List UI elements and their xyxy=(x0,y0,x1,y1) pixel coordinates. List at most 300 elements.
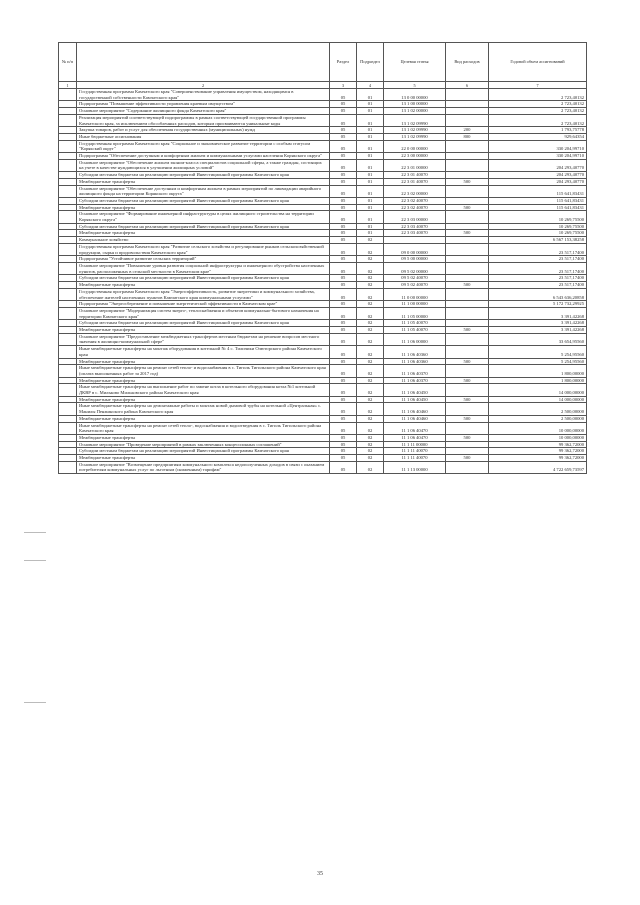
row-expense-type-cell xyxy=(446,441,489,448)
row-target-article-cell: 13 0 00 00000 xyxy=(384,89,446,101)
table-row xyxy=(59,396,587,403)
row-target-article-cell: 11 1 06 40370 xyxy=(384,377,446,384)
row-amount-cell: 2 500,00000 xyxy=(489,415,587,422)
row-razdel-cell: 05 xyxy=(330,197,357,204)
column-number: 5 xyxy=(384,82,446,89)
table-row xyxy=(59,301,587,308)
row-podrazdel-cell: 02 xyxy=(357,448,384,455)
table-row xyxy=(59,403,587,415)
row-razdel-cell: 05 xyxy=(330,114,357,126)
row-podrazdel-cell: 02 xyxy=(357,346,384,358)
row-name-cell: Межбюджетные трансферты xyxy=(77,434,330,441)
row-number-cell xyxy=(59,140,77,152)
row-amount-cell: 2 723,40132 xyxy=(489,101,587,108)
table-row xyxy=(59,307,587,319)
row-podrazdel-cell: 02 xyxy=(357,384,384,396)
row-razdel-cell: 05 xyxy=(330,377,357,384)
row-expense-type-cell xyxy=(446,243,489,255)
row-podrazdel-cell: 01 xyxy=(357,223,384,230)
row-amount-cell: 23 517,17400 xyxy=(489,256,587,263)
row-number-cell xyxy=(59,461,77,473)
row-target-article-cell: 11 1 06 40460 xyxy=(384,403,446,415)
row-amount-cell: 5 172 732,29925 xyxy=(489,301,587,308)
row-name-cell: Закупка товаров, работ и услуг для обеспечения государственных (муниципальных) нужд xyxy=(77,127,330,134)
row-amount-cell: 23 517,17400 xyxy=(489,275,587,282)
row-expense-type-cell xyxy=(446,448,489,455)
row-expense-type-cell xyxy=(446,384,489,396)
row-name-cell: Субсидии местным бюджетам на реализацию мероприятий Инвестиционной программы Камчатского края xyxy=(77,320,330,327)
table-row xyxy=(59,89,587,101)
row-amount-cell: 10 000,00000 xyxy=(489,434,587,441)
row-name-cell: Иные межбюджетные трансферты на ремонт сетей тепло- и водоснабжения в с. Тигиль Тигильского района Камчатского края (оплата выполненных работ за 2017 год) xyxy=(77,365,330,377)
row-razdel-cell: 05 xyxy=(330,230,357,237)
row-podrazdel-cell: 02 xyxy=(357,396,384,403)
row-name-cell: Государственная программа Камчатского края "Совершенствование управления имуществом, находящимся в государственной собственности Камчатского края" xyxy=(77,89,330,101)
row-expense-type-cell xyxy=(446,262,489,274)
row-target-article-cell: 11 1 13 00000 xyxy=(384,461,446,473)
table-row xyxy=(59,327,587,334)
row-target-article-cell: 11 1 06 40470 xyxy=(384,434,446,441)
row-number-cell xyxy=(59,384,77,396)
row-name-cell: Государственная программа Камчатского края "Энергоэффективность, развитие энергетики и коммунального хозяйства, обеспечение жителей населенных пунктов Камчатского края коммунальными услугами" xyxy=(77,288,330,300)
row-expense-type-cell: 500 xyxy=(446,327,489,334)
row-expense-type-cell: 500 xyxy=(446,455,489,462)
row-podrazdel-cell: 02 xyxy=(357,307,384,319)
row-name-cell: Межбюджетные трансферты xyxy=(77,377,330,384)
row-number-cell xyxy=(59,455,77,462)
row-expense-type-cell xyxy=(446,256,489,263)
table-row xyxy=(59,127,587,134)
row-razdel-cell: 05 xyxy=(330,455,357,462)
row-expense-type-cell xyxy=(446,275,489,282)
row-name-cell: Межбюджетные трансферты xyxy=(77,230,330,237)
row-razdel-cell: 05 xyxy=(330,448,357,455)
table-row xyxy=(59,197,587,204)
row-podrazdel-cell: 02 xyxy=(357,455,384,462)
row-amount-cell: 330 204,99710 xyxy=(489,140,587,152)
table-row xyxy=(59,256,587,263)
row-razdel-cell: 05 xyxy=(330,262,357,274)
row-number-cell xyxy=(59,307,77,319)
row-podrazdel-cell: 02 xyxy=(357,434,384,441)
row-target-article-cell: 11 1 06 00000 xyxy=(384,333,446,345)
table-row xyxy=(59,140,587,152)
row-amount-cell: 929,64354 xyxy=(489,133,587,140)
row-amount-cell: 14 000,00000 xyxy=(489,396,587,403)
row-number-cell xyxy=(59,320,77,327)
row-name-cell: Основное мероприятие "Обеспечение жильем эконом-класса специалистов социальной сферы, а также граждан, состоящих на учете в качестве нуждающихся в улучшении жилищных условий" xyxy=(77,159,330,171)
budget-table xyxy=(58,42,587,474)
row-podrazdel-cell: 01 xyxy=(357,127,384,134)
row-name-cell: Подпрограмма "Энергосбережение и повышение энергетической эффективности в Камчатском крае" xyxy=(77,301,330,308)
table-row xyxy=(59,333,587,345)
row-amount-cell: 2 500,00000 xyxy=(489,403,587,415)
row-amount-cell: 4 722 659,73597 xyxy=(489,461,587,473)
row-razdel-cell: 05 xyxy=(330,237,357,244)
row-razdel-cell: 05 xyxy=(330,204,357,211)
row-razdel-cell: 05 xyxy=(330,358,357,365)
row-expense-type-cell xyxy=(446,159,489,171)
row-amount-cell: 10 000,00000 xyxy=(489,422,587,434)
row-razdel-cell: 05 xyxy=(330,288,357,300)
row-number-cell xyxy=(59,230,77,237)
row-target-article-cell: 22 0 00 00000 xyxy=(384,140,446,152)
document-page xyxy=(58,42,586,474)
row-expense-type-cell xyxy=(446,237,489,244)
row-number-cell xyxy=(59,422,77,434)
row-number-cell xyxy=(59,301,77,308)
row-name-cell: Иные межбюджетные трансферты на монтаж оборудования в котельной № 4 с. Тиличики Олюторского района Камчатского края xyxy=(77,346,330,358)
row-podrazdel-cell: 02 xyxy=(357,377,384,384)
table-row xyxy=(59,377,587,384)
row-podrazdel-cell: 01 xyxy=(357,230,384,237)
table-row xyxy=(59,114,587,126)
table-row xyxy=(59,159,587,171)
table-row xyxy=(59,101,587,108)
table-row xyxy=(59,455,587,462)
row-expense-type-cell xyxy=(446,114,489,126)
table-row xyxy=(59,448,587,455)
row-podrazdel-cell: 02 xyxy=(357,327,384,334)
row-amount-cell: 6 567 153,38258 xyxy=(489,237,587,244)
row-number-cell xyxy=(59,159,77,171)
margin-mark xyxy=(24,560,46,561)
row-amount-cell: 1 793,75778 xyxy=(489,127,587,134)
row-expense-type-cell xyxy=(446,422,489,434)
margin-mark xyxy=(24,702,46,703)
row-podrazdel-cell: 02 xyxy=(357,358,384,365)
row-podrazdel-cell: 01 xyxy=(357,197,384,204)
row-podrazdel-cell: 02 xyxy=(357,403,384,415)
row-razdel-cell: 05 xyxy=(330,327,357,334)
table-row xyxy=(59,262,587,274)
row-target-article-cell: 22 3 02 00000 xyxy=(384,185,446,197)
row-podrazdel-cell: 02 xyxy=(357,288,384,300)
row-razdel-cell: 05 xyxy=(330,172,357,179)
row-podrazdel-cell: 02 xyxy=(357,301,384,308)
row-target-article-cell: 13 1 00 00000 xyxy=(384,101,446,108)
row-name-cell: Межбюджетные трансферты xyxy=(77,178,330,185)
row-number-cell xyxy=(59,333,77,345)
row-target-article-cell: 13 1 02 09990 xyxy=(384,133,446,140)
row-expense-type-cell: 500 xyxy=(446,178,489,185)
row-expense-type-cell: 500 xyxy=(446,434,489,441)
row-number-cell xyxy=(59,396,77,403)
row-podrazdel-cell: 01 xyxy=(357,89,384,101)
table-row xyxy=(59,204,587,211)
row-target-article-cell: 09 5 02 00000 xyxy=(384,262,446,274)
table-row xyxy=(59,172,587,179)
row-number-cell xyxy=(59,358,77,365)
row-expense-type-cell xyxy=(446,172,489,179)
row-expense-type-cell xyxy=(446,365,489,377)
row-razdel-cell: 05 xyxy=(330,159,357,171)
row-number-cell xyxy=(59,243,77,255)
row-podrazdel-cell: 02 xyxy=(357,237,384,244)
row-number-cell xyxy=(59,441,77,448)
row-target-article-cell: 11 1 00 00000 xyxy=(384,301,446,308)
row-razdel-cell: 05 xyxy=(330,365,357,377)
row-expense-type-cell xyxy=(446,140,489,152)
row-name-cell: Иные межбюджетные трансферты на ремонт сетей тепло-, водоснабжения и водоотведения в с. Тигиль Тигильского района Камчатского края xyxy=(77,422,330,434)
row-expense-type-cell xyxy=(446,223,489,230)
row-expense-type-cell xyxy=(446,288,489,300)
row-name-cell: Подпрограмма "Устойчивое развитие сельских территорий" xyxy=(77,256,330,263)
table-row xyxy=(59,223,587,230)
row-number-cell xyxy=(59,211,77,223)
row-target-article-cell: 13 1 02 09990 xyxy=(384,114,446,126)
row-name-cell: Межбюджетные трансферты xyxy=(77,282,330,289)
row-number-cell xyxy=(59,114,77,126)
row-amount-cell: 99 362,72000 xyxy=(489,455,587,462)
row-name-cell: Межбюджетные трансферты xyxy=(77,358,330,365)
row-amount-cell: 6 543 636,20858 xyxy=(489,288,587,300)
row-razdel-cell: 05 xyxy=(330,282,357,289)
header-podrazdel: Подраздел xyxy=(357,43,384,82)
row-amount-cell: 10 269,75500 xyxy=(489,230,587,237)
row-name-cell: Подпрограмма "Повышение эффективности управления краевым имуществом" xyxy=(77,101,330,108)
row-target-article-cell: 13 1 02 09990 xyxy=(384,127,446,134)
row-target-article-cell: 22 3 00 00000 xyxy=(384,153,446,160)
margin-mark xyxy=(24,532,46,533)
row-expense-type-cell xyxy=(446,333,489,345)
header-expense-type: Вид расходов xyxy=(446,43,489,82)
row-expense-type-cell: 200 xyxy=(446,127,489,134)
table-row xyxy=(59,282,587,289)
row-razdel-cell: 05 xyxy=(330,108,357,115)
row-amount-cell: 3 391,42268 xyxy=(489,327,587,334)
row-number-cell xyxy=(59,434,77,441)
table-row xyxy=(59,211,587,223)
row-name-cell: Субсидии местным бюджетам на реализацию мероприятий Инвестиционной программы Камчатского края xyxy=(77,275,330,282)
table-row xyxy=(59,365,587,377)
row-razdel-cell: 05 xyxy=(330,140,357,152)
row-target-article-cell: 13 1 02 00000 xyxy=(384,108,446,115)
row-podrazdel-cell: 02 xyxy=(357,422,384,434)
row-number-cell xyxy=(59,377,77,384)
row-target-article-cell: 22 3 01 40070 xyxy=(384,172,446,179)
table-row xyxy=(59,346,587,358)
table-row xyxy=(59,358,587,365)
row-expense-type-cell xyxy=(446,153,489,160)
row-podrazdel-cell: 01 xyxy=(357,159,384,171)
row-target-article-cell: 11 1 05 00000 xyxy=(384,307,446,319)
row-number-cell xyxy=(59,415,77,422)
row-name-cell: Межбюджетные трансферты xyxy=(77,415,330,422)
table-row xyxy=(59,422,587,434)
row-expense-type-cell xyxy=(446,307,489,319)
column-number: 4 xyxy=(357,82,384,89)
header-name xyxy=(77,43,330,82)
row-amount-cell: 3 391,42268 xyxy=(489,307,587,319)
row-expense-type-cell xyxy=(446,108,489,115)
header-target-article: Целевая статья xyxy=(384,43,446,82)
row-name-cell: Субсидии местным бюджетам на реализацию мероприятий Инвестиционной программы Камчатского края xyxy=(77,197,330,204)
row-number-cell xyxy=(59,197,77,204)
row-number-cell xyxy=(59,275,77,282)
page-number: 35 xyxy=(317,871,323,877)
row-number-cell xyxy=(59,133,77,140)
row-target-article-cell: 09 5 02 40070 xyxy=(384,275,446,282)
row-podrazdel-cell: 02 xyxy=(357,415,384,422)
row-razdel-cell: 05 xyxy=(330,89,357,101)
row-name-cell: Основное мероприятие "Предоставление межбюджетных трансфертов местным бюджетам на решение вопросов местного значения в жилищно-коммунальной сфере" xyxy=(77,333,330,345)
row-amount-cell: 2 723,40132 xyxy=(489,108,587,115)
row-expense-type-cell xyxy=(446,101,489,108)
table-header-row xyxy=(59,43,587,82)
table-row xyxy=(59,384,587,396)
row-razdel-cell: 05 xyxy=(330,434,357,441)
row-amount-cell: 99 362,72000 xyxy=(489,441,587,448)
row-expense-type-cell: 500 xyxy=(446,358,489,365)
row-razdel-cell: 05 xyxy=(330,422,357,434)
row-name-cell: Межбюджетные трансферты xyxy=(77,327,330,334)
row-target-article-cell: 11 1 11 00000 xyxy=(384,441,446,448)
row-name-cell: Субсидии местным бюджетам на реализацию мероприятий Инвестиционной программы Камчатского края xyxy=(77,223,330,230)
row-target-article-cell: 22 3 03 00000 xyxy=(384,211,446,223)
row-amount-cell: 204 293,40770 xyxy=(489,178,587,185)
row-razdel-cell: 05 xyxy=(330,333,357,345)
row-podrazdel-cell: 01 xyxy=(357,153,384,160)
row-razdel-cell: 05 xyxy=(330,301,357,308)
row-name-cell: Государственная программа Камчатского края "Развитие сельского хозяйства и регулирование рынков сельскохозяйственной продукции, сырья и продовольствия Камчатского края" xyxy=(77,243,330,255)
row-amount-cell: 23 517,17400 xyxy=(489,243,587,255)
row-number-cell xyxy=(59,223,77,230)
row-amount-cell: 33 654,95560 xyxy=(489,333,587,345)
row-name-cell: Основное мероприятие "Содержание жилищного фонда Камчатского края" xyxy=(77,108,330,115)
column-number-row xyxy=(59,82,587,89)
row-name-cell: Основное мероприятие "Обеспечение доступным и комфортным жильем в рамках мероприятий по ликвидации аварийного жилищного фонда на территории Корякского округа" xyxy=(77,185,330,197)
table-row xyxy=(59,275,587,282)
row-amount-cell: 115 641,83431 xyxy=(489,204,587,211)
row-expense-type-cell xyxy=(446,403,489,415)
row-amount-cell: 5 254,95560 xyxy=(489,358,587,365)
row-podrazdel-cell: 01 xyxy=(357,172,384,179)
row-name-cell: Основное мероприятие "Повышение уровня развития социальной инфраструктуры и инженерного обустройства населенных пунктов, расположенных в сельской местности в Камчатском крае" xyxy=(77,262,330,274)
row-name-cell: Коммунальное хозяйство xyxy=(77,237,330,244)
row-podrazdel-cell: 01 xyxy=(357,211,384,223)
row-target-article-cell: 22 3 02 40070 xyxy=(384,197,446,204)
row-podrazdel-cell: 01 xyxy=(357,101,384,108)
column-number: 1 xyxy=(59,82,77,89)
column-number: 2 xyxy=(77,82,330,89)
row-name-cell: Основное мероприятие "Проведение мероприятий в рамках заключенных концессионных соглашений" xyxy=(77,441,330,448)
row-number-cell xyxy=(59,153,77,160)
row-number-cell xyxy=(59,403,77,415)
row-amount-cell: 23 517,17400 xyxy=(489,262,587,274)
table-body xyxy=(59,89,587,474)
row-number-cell xyxy=(59,127,77,134)
row-razdel-cell: 05 xyxy=(330,153,357,160)
row-amount-cell: 5 254,95560 xyxy=(489,346,587,358)
table-row xyxy=(59,461,587,473)
header-razdel: Раздел xyxy=(330,43,357,82)
row-razdel-cell: 05 xyxy=(330,415,357,422)
row-amount-cell: 99 362,72000 xyxy=(489,448,587,455)
column-number: 7 xyxy=(489,82,587,89)
row-number-cell xyxy=(59,346,77,358)
row-podrazdel-cell: 02 xyxy=(357,333,384,345)
row-razdel-cell: 05 xyxy=(330,243,357,255)
row-expense-type-cell xyxy=(446,185,489,197)
row-name-cell: Иные межбюджетные трансферты на выполнение работ по замене котла в котельного оборудования котла №1 котельной ДКВР в с. Мильково Мильковского района Камчатского края xyxy=(77,384,330,396)
row-amount-cell: 204 293,40770 xyxy=(489,159,587,171)
row-name-cell: Межбюджетные трансферты xyxy=(77,455,330,462)
table-row xyxy=(59,288,587,300)
row-podrazdel-cell: 02 xyxy=(357,461,384,473)
row-expense-type-cell: 500 xyxy=(446,415,489,422)
row-razdel-cell: 05 xyxy=(330,346,357,358)
row-number-cell xyxy=(59,448,77,455)
row-number-cell xyxy=(59,282,77,289)
row-podrazdel-cell: 02 xyxy=(357,441,384,448)
table-row xyxy=(59,320,587,327)
row-expense-type-cell xyxy=(446,301,489,308)
row-name-cell: Иные бюджетные ассигнования xyxy=(77,133,330,140)
row-razdel-cell: 05 xyxy=(330,223,357,230)
row-podrazdel-cell: 02 xyxy=(357,262,384,274)
row-podrazdel-cell: 02 xyxy=(357,275,384,282)
row-razdel-cell: 05 xyxy=(330,461,357,473)
row-amount-cell: 2 723,40132 xyxy=(489,89,587,101)
row-podrazdel-cell: 02 xyxy=(357,365,384,377)
row-name-cell: Межбюджетные трансферты xyxy=(77,396,330,403)
row-target-article-cell: 11 1 06 40370 xyxy=(384,365,446,377)
row-number-cell xyxy=(59,89,77,101)
row-razdel-cell: 05 xyxy=(330,396,357,403)
row-amount-cell: 330 204,99710 xyxy=(489,153,587,160)
row-razdel-cell: 05 xyxy=(330,441,357,448)
row-razdel-cell: 05 xyxy=(330,320,357,327)
row-number-cell xyxy=(59,288,77,300)
row-podrazdel-cell: 01 xyxy=(357,114,384,126)
row-razdel-cell: 05 xyxy=(330,403,357,415)
row-name-cell: Основное мероприятие "Возмещение предприятиям коммунального комплекса недополученных доходов в связи с оказанием потребителям коммунальных услуг по льготным (сниженным) тарифам" xyxy=(77,461,330,473)
row-name-cell: Основное мероприятие "Модернизация систем энерго-, теплоснабжения и объектов коммунально-бытового назначения на территории Камчатского края" xyxy=(77,307,330,319)
row-expense-type-cell: 500 xyxy=(446,230,489,237)
row-razdel-cell: 05 xyxy=(330,127,357,134)
row-target-article-cell: 09 0 00 00000 xyxy=(384,243,446,255)
row-target-article-cell: 22 3 02 40070 xyxy=(384,204,446,211)
row-amount-cell: 10 269,75500 xyxy=(489,211,587,223)
row-number-cell xyxy=(59,327,77,334)
row-target-article-cell: 09 5 02 40070 xyxy=(384,282,446,289)
row-amount-cell: 1 800,00000 xyxy=(489,377,587,384)
row-podrazdel-cell: 02 xyxy=(357,320,384,327)
row-amount-cell: 115 641,83431 xyxy=(489,197,587,204)
row-expense-type-cell: 800 xyxy=(446,133,489,140)
row-number-cell xyxy=(59,101,77,108)
row-expense-type-cell: 500 xyxy=(446,204,489,211)
row-podrazdel-cell: 01 xyxy=(357,185,384,197)
table-row xyxy=(59,230,587,237)
row-razdel-cell: 05 xyxy=(330,275,357,282)
row-name-cell: Субсидии местным бюджетам на реализацию мероприятий Инвестиционной программы Камчатского края xyxy=(77,448,330,455)
row-name-cell: Иные межбюджетные трансферты на демонтажные работы и монтаж новой дымовой трубы на котельной «Центральная» с. Манилы Пенжинского района Камчатского края xyxy=(77,403,330,415)
row-target-article-cell: 11 1 06 40450 xyxy=(384,384,446,396)
row-expense-type-cell xyxy=(446,346,489,358)
table-row xyxy=(59,133,587,140)
table-row xyxy=(59,153,587,160)
row-amount-cell: 23 517,17400 xyxy=(489,282,587,289)
row-podrazdel-cell: 01 xyxy=(357,133,384,140)
row-number-cell xyxy=(59,237,77,244)
row-number-cell xyxy=(59,204,77,211)
row-number-cell xyxy=(59,256,77,263)
row-razdel-cell: 05 xyxy=(330,307,357,319)
row-number-cell xyxy=(59,178,77,185)
row-podrazdel-cell: 01 xyxy=(357,178,384,185)
